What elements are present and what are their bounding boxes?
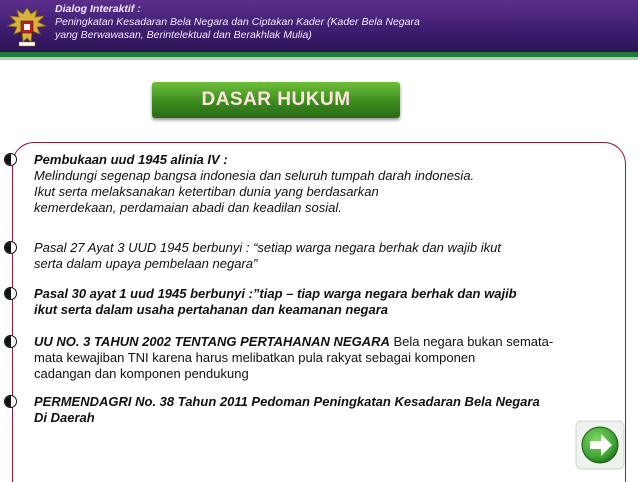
list-item-5 bbox=[34, 394, 604, 426]
half-circle-bullet-icon bbox=[4, 241, 17, 254]
item-1-line3: kemerdekaan, perdamaian abadi dan keadilan sosial. bbox=[34, 200, 342, 215]
item-1-title: Pembukaan uud 1945 alinia IV : bbox=[34, 152, 228, 167]
list-item-3 bbox=[34, 286, 604, 318]
half-circle-bullet-icon bbox=[4, 153, 17, 166]
garuda-emblem-icon bbox=[4, 4, 50, 50]
item-4-line1 bbox=[34, 334, 604, 350]
header-bar bbox=[0, 0, 638, 62]
item-2-line2: serta dalam upaya pembelaan negara” bbox=[34, 256, 258, 271]
section-banner bbox=[152, 82, 400, 118]
item-4-bold: UU NO. 3 TAHUN 2002 TENTANG PERTAHANAN NEGARA bbox=[34, 334, 390, 349]
item-4-line3: cadangan dan komponen pendukung bbox=[34, 366, 249, 381]
banner-label: DASAR HUKUM bbox=[201, 89, 351, 110]
next-arrow-icon[interactable] bbox=[575, 420, 625, 470]
list-item-4 bbox=[34, 334, 604, 382]
half-circle-bullet-icon bbox=[4, 395, 17, 408]
header-text bbox=[55, 3, 455, 42]
list-item-2 bbox=[34, 240, 604, 272]
item-5-line1: PERMENDAGRI No. 38 Tahun 2011 Pedoman Peningkatan Kesadaran Bela Negara bbox=[34, 394, 540, 409]
item-3-line2: ikut serta dalam usaha pertahanan dan keamanan negara bbox=[34, 302, 389, 317]
item-4-rest: Bela negara bukan semata- bbox=[389, 334, 554, 349]
list-item-1 bbox=[34, 152, 604, 216]
item-3-line1: Pasal 30 ayat 1 uud 1945 berbunyi :”tiap – tiap warga negara berhak dan wajib bbox=[34, 286, 517, 301]
header-stripe-light bbox=[0, 57, 638, 60]
header-subtitle-line2: yang Berwawasan, Berintelektual dan Berakhlak Mulia) bbox=[55, 29, 312, 41]
half-circle-bullet-icon bbox=[4, 335, 17, 348]
item-5-line2: Di Daerah bbox=[34, 410, 95, 425]
item-4-line2: mata kewajiban TNI karena harus melibatkan pula rakyat sebagai komponen bbox=[34, 350, 476, 365]
half-circle-bullet-icon bbox=[4, 287, 17, 300]
item-1-line2: Ikut serta melaksanakan ketertiban dunia yang berdasarkan bbox=[34, 184, 379, 199]
item-1-line1: Melindungi segenap bangsa indonesia dan seluruh tumpah darah indonesia. bbox=[34, 168, 475, 183]
header-title: Dialog Interaktif : bbox=[55, 3, 141, 15]
header-subtitle-line1: Peningkatan Kesadaran Bela Negara dan Ciptakan Kader (Kader Bela Negara bbox=[55, 16, 420, 28]
item-2-line1: Pasal 27 Ayat 3 UUD 1945 berbunyi : “setiap warga negara berhak dan wajib ikut bbox=[34, 240, 501, 255]
